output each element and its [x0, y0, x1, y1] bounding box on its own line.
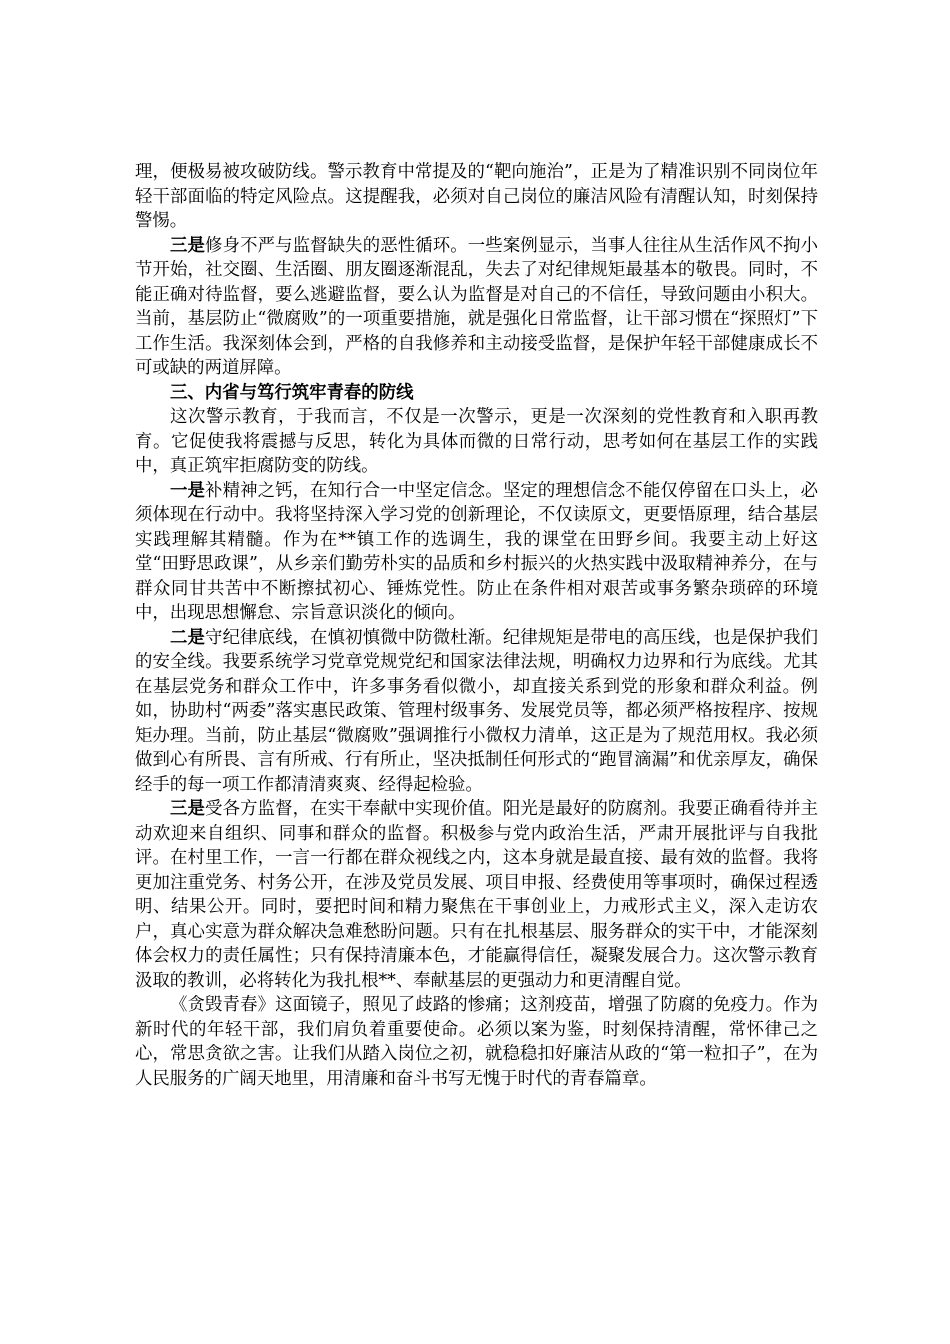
- section-heading: 三、内省与笃行筑牢青春的防线: [170, 382, 414, 403]
- paragraph-text: 补精神之钙，在知行合一中坚定信念。坚定的理想信念不能仅停留在口头上，必须体现在行动中。我将坚持深入学习党的创新理论，不仅读原文，更要悟原理，结合基层实践理解其精髓。作为在**镇工作的选调生，我的课堂在田野乡间。我要主动上好这堂“田野思政课”，从乡亲们勤劳朴实的品质和乡村振兴的火热实践中汲取精神养分，在与群众同甘共苦中不断擦拭初心、锤炼党性。防止在条件相对艰苦或事务繁杂琐碎的环境中，出现思想懈怠、宗旨意识淡化的倾向。: [135, 480, 818, 623]
- paragraph-lead: 二是: [170, 627, 206, 648]
- paragraph-conclusion: [135, 993, 818, 1091]
- paragraph-lead: 一是: [170, 480, 206, 501]
- paragraph-continuation: [135, 160, 818, 234]
- paragraph-text: 《贪毁青春》这面镜子，照见了歧路的惨痛；这剂疫苗，增强了防腐的免疫力。作为新时代的年轻干部，我们肩负着重要使命。必须以案为鉴，时刻保持清醒，常怀律己之心，常思贪欲之害。让我们从踏入岗位之初，就稳稳扣好廉洁从政的“第一粒扣子”，在为人民服务的广阔天地里，用清廉和奋斗书写无愧于时代的青春篇章。: [135, 995, 818, 1089]
- paragraph-point-three-cause: [135, 234, 818, 381]
- paragraph-lead: 三是: [170, 235, 206, 256]
- paragraph-section-intro: [135, 405, 818, 479]
- document-page: [135, 160, 818, 1091]
- paragraph-text: 理，便极易被攻破防线。警示教育中常提及的“靶向施治”，正是为了精准识别不同岗位年轻干部面临的特定风险点。这提醒我，必须对自己岗位的廉洁风险有清醒认知，时刻保持警惕。: [135, 162, 818, 231]
- paragraph-point-one: [135, 479, 818, 626]
- paragraph-text: 这次警示教育，于我而言，不仅是一次警示，更是一次深刻的党性教育和入职再教育。它促使我将震撼与反思，转化为具体而微的日常行动，思考如何在基层工作的实践中，真正筑牢拒腐防变的防线。: [135, 407, 818, 476]
- paragraph-lead: 三是: [170, 799, 206, 819]
- paragraph-point-two: [135, 626, 818, 798]
- paragraph-text: 守纪律底线，在慎初慎微中防微杜渐。纪律规矩是带电的高压线，也是保护我们的安全线。我要系统学习党章党规党纪和国家法律法规，明确权力边界和行为底线。尤其在基层党务和群众工作中，许多事务看似微小，却直接关系到党的形象和群众利益。例如，协助村“两委”落实惠民政策、管理村级事务、发展党员等，都必须严格按程序、按规矩办理。当前，防止基层“微腐败”强调推行小微权力清单，这正是为了规范用权。我必须做到心有所畏、言有所戒、行有所止，坚决抵制任何形式的“跑冒滴漏”和优亲厚友，确保经手的每一项工作都清清爽爽、经得起检验。: [135, 627, 818, 795]
- paragraph-text: 修身不严与监督缺失的恶性循环。一些案例显示，当事人往往从生活作风不拘小节开始，社交圈、生活圈、朋友圈逐渐混乱，失去了对纪律规矩最基本的敬畏。同时，不能正确对待监督，要么逃避监督，要么认为监督是对自己的不信任，导致问题由小积大。当前，基层防止“微腐败”的一项重要措施，就是强化日常监督，让干部习惯在“探照灯”下工作生活。我深刻体会到，严格的自我修养和主动接受监督，是保护年轻干部健康成长不可或缺的两道屏障。: [135, 235, 818, 378]
- paragraph-point-three: [135, 797, 818, 993]
- paragraph-text: 受各方监督，在实干奉献中实现价值。阳光是最好的防腐剂。我要正确看待并主动欢迎来自组织、同事和群众的监督。积极参与党内政治生活，严肃开展批评与自我批评。在村里工作，一言一行都在群众视线之内，这本身就是最直接、最有效的监督。我将更加注重党务、村务公开，在涉及党员发展、项目申报、经费使用等事项时，确保过程透明、结果公开。同时，要把时间和精力聚焦在干事创业上，力戒形式主义，深入走访农户，真心实意为群众解决急难愁盼问题。只有在扎根基层、服务群众的实干中，才能深刻体会权力的责任属性；只有保持清廉本色，才能赢得信任，凝聚发展合力。这次警示教育汲取的教训，必将转化为我扎根**、奉献基层的更强动力和更清醒自觉。: [135, 799, 818, 991]
